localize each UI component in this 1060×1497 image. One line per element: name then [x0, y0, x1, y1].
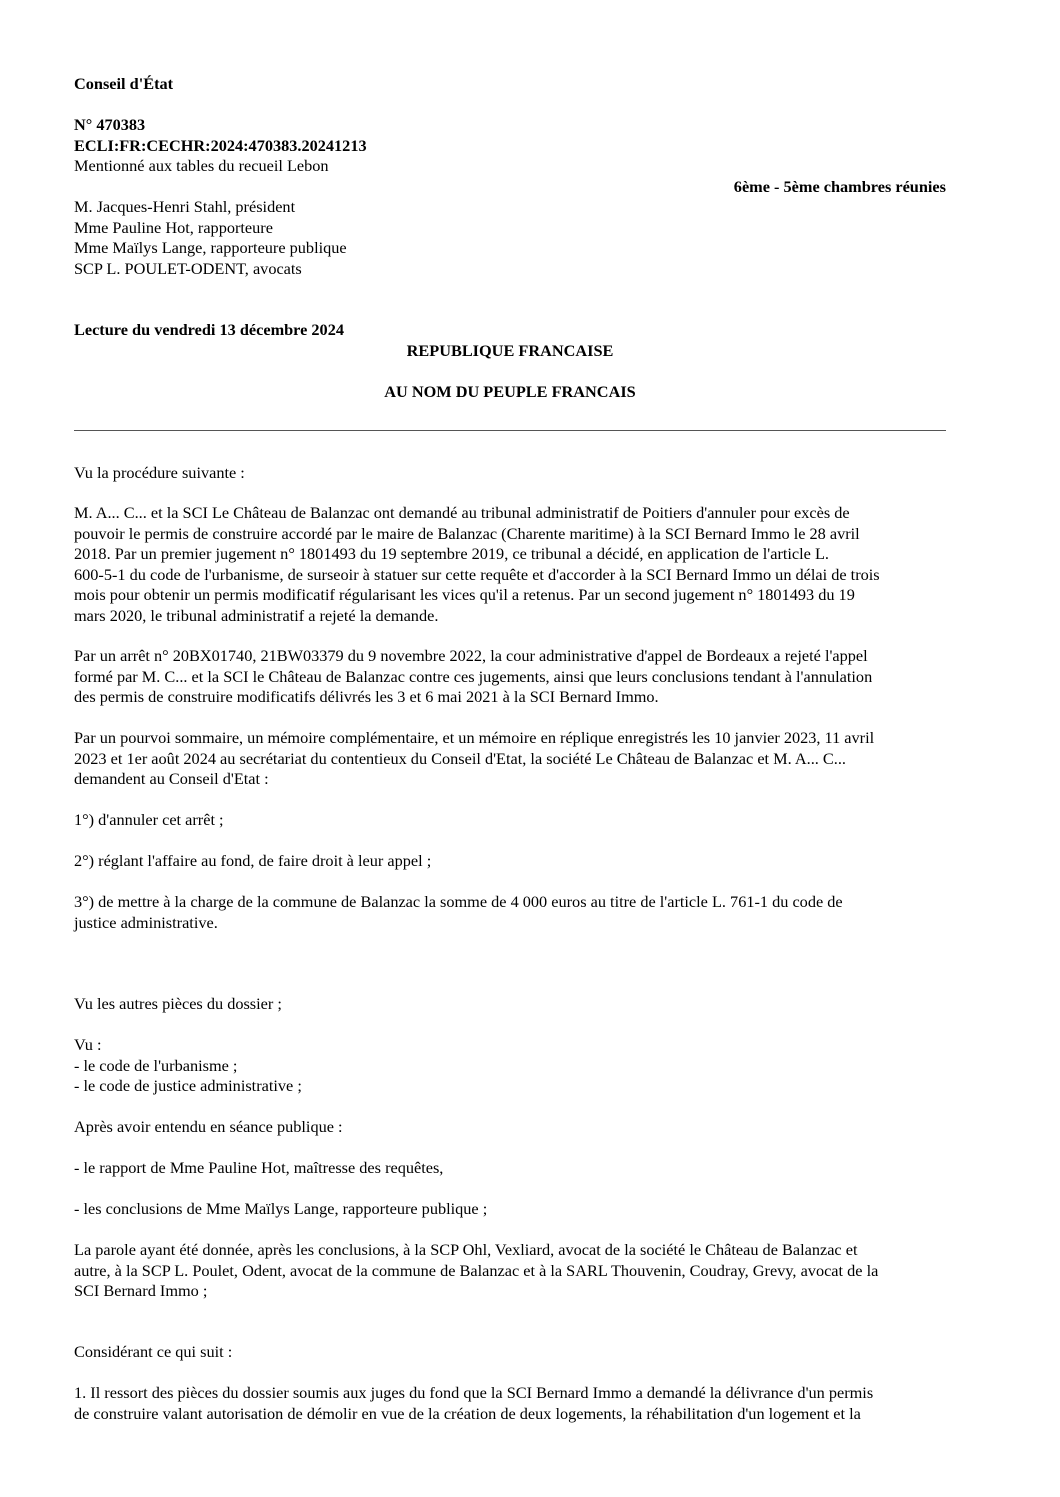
- reading-date: Lecture du vendredi 13 décembre 2024: [74, 320, 344, 339]
- paragraph-line: 600-5-1 du code de l'urbanisme, de surseoir à statuer sur cette requête et d'accorder à la SCI Bernard Immo un délai de trois: [74, 564, 880, 584]
- paragraph-appeal: [74, 646, 946, 708]
- procedure-intro: Vu la procédure suivante :: [74, 463, 245, 482]
- vu-item: - le code de l'urbanisme ;: [74, 1055, 238, 1075]
- paragraph-line: 2023 et 1er août 2024 au secrétariat du contentieux du Conseil d'Etat, la société Le Château de Balanzac et M. A... C...: [74, 748, 846, 768]
- paragraph-line: SCI Bernard Immo ;: [74, 1281, 208, 1300]
- party-president: M. Jacques-Henri Stahl, président: [74, 197, 296, 216]
- paragraph-line: 3°) de mettre à la charge de la commune de Balanzac la somme de 4 000 euros au titre de l'article L. 761-1 du code de: [74, 892, 843, 911]
- point-1: [74, 1383, 946, 1424]
- vu-list: [74, 1035, 946, 1097]
- chambers-label: 6ème - 5ème chambres réunies: [733, 177, 946, 196]
- party-rapporteure: Mme Pauline Hot, rapporteure: [74, 218, 273, 237]
- party-avocats: SCP L. POULET-ODENT, avocats: [74, 259, 302, 278]
- paragraph-line: demandent au Conseil d'Etat :: [74, 769, 269, 788]
- paragraph-line: 2018. Par un premier jugement n° 1801493 du 19 septembre 2019, ce tribunal a décidé, en application de l'article L.: [74, 544, 829, 563]
- ecli-identifier: ECLI:FR:CECHR:2024:470383.20241213: [74, 136, 367, 155]
- paragraph-line: mois pour obtenir un permis modificatif régularisant les vices qu'il a retenus. Par un second jugement n° 1801493 du 19: [74, 585, 855, 604]
- request-item-3: [74, 892, 946, 933]
- paragraph-first-instance: [74, 503, 946, 626]
- paragraph-line: M. A... C... et la SCI Le Château de Balanzac ont demandé au tribunal administratif de Poitiers d'annuler pour excès de: [74, 503, 850, 522]
- other-pieces: Vu les autres pièces du dossier ;: [74, 994, 282, 1013]
- party-rapporteure-publique: Mme Maïlys Lange, rapporteure publique: [74, 238, 347, 257]
- people-heading: AU NOM DU PEUPLE FRANCAIS: [384, 382, 636, 401]
- paragraph-line: Par un arrêt n° 20BX01740, 21BW03379 du 9 novembre 2022, la cour administrative d'appel de Bordeaux a rejeté l'appel: [74, 646, 868, 665]
- paragraph-line: Par un pourvoi sommaire, un mémoire complémentaire, et un mémoire en réplique enregistrés les 10 janvier 2023, 11 avril: [74, 728, 875, 747]
- request-item-1: 1°) d'annuler cet arrêt ;: [74, 810, 224, 829]
- court-name: Conseil d'État: [74, 74, 174, 93]
- vu-heading: Vu :: [74, 1035, 102, 1054]
- hearing-intro: Après avoir entendu en séance publique :: [74, 1117, 343, 1136]
- paragraph-line: autre, à la SCP L. Poulet, Odent, avocat de la commune de Balanzac et à la SARL Thouvenin, Coudray, Grevy, avocat de la: [74, 1260, 879, 1280]
- hearing-report: - le rapport de Mme Pauline Hot, maîtresse des requêtes,: [74, 1158, 444, 1177]
- paragraph-line: des permis de construire modificatifs délivrés les 3 et 6 mai 2021 à la SCI Bernard Immo.: [74, 687, 659, 706]
- vu-item: - le code de justice administrative ;: [74, 1076, 302, 1095]
- paragraph-line: mars 2020, le tribunal administratif a rejeté la demande.: [74, 605, 439, 625]
- paragraph-line: pouvoir le permis de construire accordé par le maire de Balanzac (Charente maritime) à la SCI Bernard Immo le 28 avril: [74, 523, 860, 543]
- hearing-conclusions: - les conclusions de Mme Maïlys Lange, rapporteure publique ;: [74, 1199, 488, 1218]
- paragraph-line: 1. Il ressort des pièces du dossier soumis aux juges du fond que la SCI Bernard Immo a demandé la délivrance d'un permis: [74, 1383, 874, 1402]
- paragraph-line: formé par M. C... et la SCI le Château de Balanzac contre ces jugements, ainsi que leurs conclusions tendant à l'annulation: [74, 666, 873, 686]
- paragraph-parole: [74, 1240, 946, 1302]
- case-number: N° 470383: [74, 115, 146, 134]
- lebon-mention: Mentionné aux tables du recueil Lebon: [74, 156, 329, 175]
- republic-heading: REPUBLIQUE FRANCAISE: [406, 341, 614, 360]
- request-item-2: 2°) réglant l'affaire au fond, de faire droit à leur appel ;: [74, 851, 432, 870]
- horizontal-divider: [74, 430, 946, 431]
- paragraph-pourvoi: [74, 728, 946, 790]
- paragraph-line: La parole ayant été donnée, après les conclusions, à la SCP Ohl, Vexliard, avocat de la société le Château de Balanzac et: [74, 1240, 858, 1259]
- paragraph-line: justice administrative.: [74, 912, 218, 932]
- paragraph-line: de construire valant autorisation de démolir en vue de la création de deux logements, la réhabilitation d'un logement et la: [74, 1403, 861, 1423]
- considering-intro: Considérant ce qui suit :: [74, 1342, 233, 1361]
